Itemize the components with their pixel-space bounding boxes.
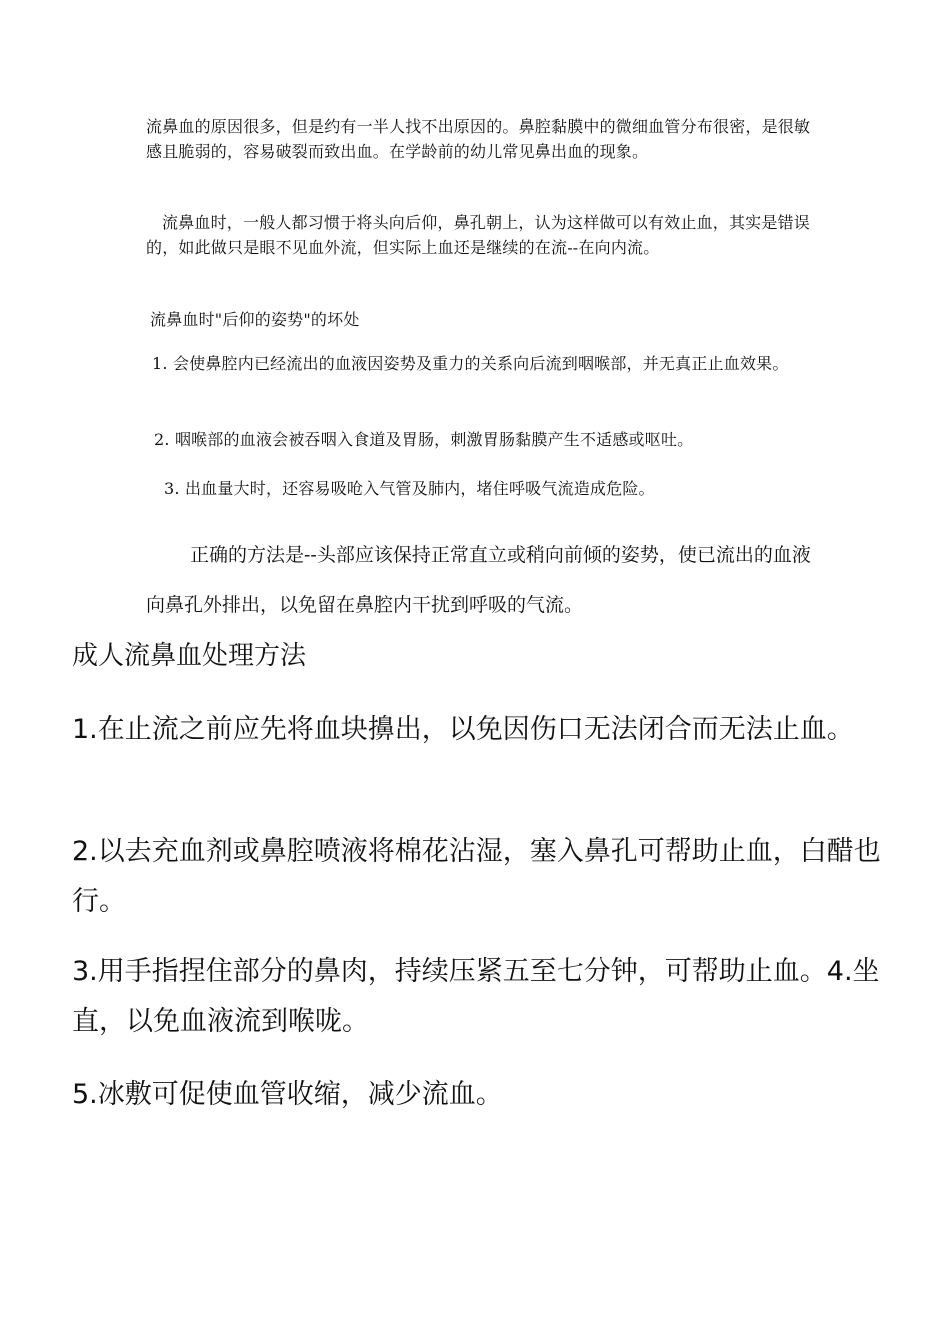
adult-step-3-4: 3.用手指捏住部分的鼻肉，持续压紧五至七分钟，可帮助止血。4.坐直，以免血液流到喉咙。 bbox=[72, 956, 880, 1037]
harms-subheading: 流鼻血时"后仰的姿势"的坏处 bbox=[150, 310, 360, 329]
intro-paragraph-causes: 流鼻血的原因很多，但是约有一半人找不出原因的。鼻腔黏膜中的微细血管分布很密，是很敏感且脆弱的，容易破裂而致出血。在学龄前的幼儿常见鼻出血的现象。 bbox=[146, 117, 811, 161]
adult-section-heading: 成人流鼻血处理方法 bbox=[72, 641, 307, 671]
adult-step-5: 5.冰敷可促使血管收缩，减少流血。 bbox=[72, 1079, 503, 1110]
harm-item-3: 3. 出血量大时，还容易吸呛入气管及肺内，堵住呼吸气流造成危险。 bbox=[164, 479, 655, 498]
harm-item-2: 2. 咽喉部的血液会被吞咽入食道及胃肠，刺激胃肠黏膜产生不适感或呕吐。 bbox=[154, 430, 694, 449]
adult-step-1: 1.在止流之前应先将血块擤出，以免因伤口无法闭合而无法止血。 bbox=[72, 714, 854, 745]
intro-paragraph-misconception: 流鼻血时，一般人都习惯于将头向后仰，鼻孔朝上，认为这样做可以有效止血，其实是错误的，如此做只是眼不见血外流，但实际上血还是继续的在流--在向内流。 bbox=[146, 213, 811, 257]
adult-step-2: 2.以去充血剂或鼻腔喷液将棉花沾湿，塞入鼻孔可帮助止血，白醋也行。 bbox=[72, 836, 881, 917]
correct-method-paragraph: 正确的方法是--头部应该保持正常直立或稍向前倾的姿势，使已流出的血液向鼻孔外排出，以免留在鼻腔内干扰到呼吸的气流。 bbox=[146, 544, 811, 616]
harm-item-1: 1. 会使鼻腔内已经流出的血液因姿势及重力的关系向后流到咽喉部，并无真正止血效果。 bbox=[152, 354, 789, 373]
